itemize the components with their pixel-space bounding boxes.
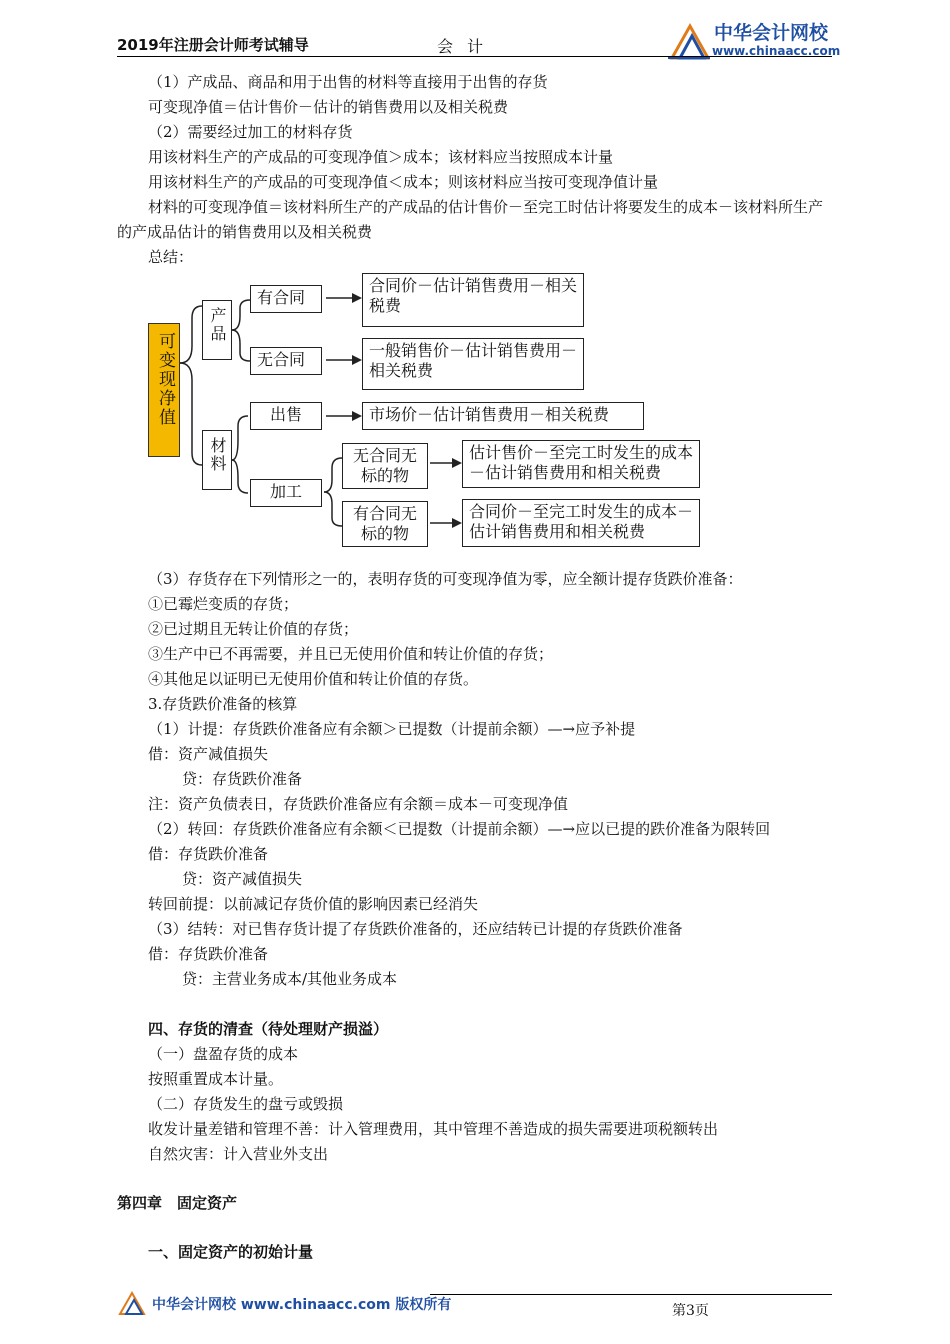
no-contract-box: 无合同 xyxy=(250,347,322,375)
text-line: （2）需要经过加工的材料存货 xyxy=(148,123,353,141)
product-box: 产品 xyxy=(202,300,232,360)
text-line: 贷：存货跌价准备 xyxy=(182,770,303,788)
text-paragraph: 材料的可变现净值＝该材料所生产的产成品的估计售价－至完工时估计将要发生的成本－该材料所生产的产成品估计的销售费用以及相关税费 xyxy=(117,198,824,241)
text-line: 贷：资产减值损失 xyxy=(182,870,303,888)
section-heading: 一、固定资产的初始计量 xyxy=(148,1243,314,1261)
text-line: 转回前提：以前减记存货价值的影响因素已经消失 xyxy=(148,895,479,913)
text-line: （3）存货存在下列情形之一的，表明存货的可变现净值为零，应全额计提存货跌价准备： xyxy=(148,570,743,588)
text-line: （3）结转：对已售存货计提了存货跌价准备的，还应结转已计提的存货跌价准备 xyxy=(148,920,683,938)
text-line: 按照重置成本计量。 xyxy=(148,1070,284,1088)
text-line: （一）盘盈存货的成本 xyxy=(148,1045,299,1063)
sell-box: 出售 xyxy=(250,402,322,430)
formula-box-general-price: 一般销售价－估计销售费用－相关税费 xyxy=(362,338,584,390)
footer-divider xyxy=(430,1294,832,1295)
text-line: ①已霉烂变质的存货； xyxy=(148,595,299,613)
has-contract-box: 有合同 xyxy=(250,285,322,313)
text-line: 贷：主营业务成本/其他业务成本 xyxy=(182,970,398,988)
nrv-summary-diagram xyxy=(140,268,710,548)
text-line: 收发计量差错和管理不善：计入管理费用，其中管理不善造成的损失需要进项税额转出 xyxy=(148,1120,719,1138)
text-line: 自然灾害：计入营业外支出 xyxy=(148,1145,329,1163)
root-box: 可变现净值 xyxy=(148,323,180,457)
chapter-heading: 第四章 固定资产 xyxy=(117,1194,238,1212)
process-box: 加工 xyxy=(250,479,322,507)
footer-logo[interactable] xyxy=(118,1290,452,1320)
header-exam-title: 2019年注册会计师考试辅导 xyxy=(117,36,309,54)
text-line: 借：资产减值损失 xyxy=(148,745,269,763)
text-line: （1）计提：存货跌价准备应有余额＞已提数（计提前余额）—→应予补提 xyxy=(148,720,636,738)
text-line: 注：资产负债表日，存货跌价准备应有余额＝成本－可变现净值 xyxy=(148,795,569,813)
text-line: 借：存货跌价准备 xyxy=(148,945,269,963)
text-line: （1）产成品、商品和用于出售的材料等直接用于出售的存货 xyxy=(148,73,548,91)
text-line: 总结： xyxy=(148,248,194,266)
text-line: 用该材料生产的产成品的可变现净值＞成本；该材料应当按照成本计量 xyxy=(148,148,614,166)
formula-box-contract-cost: 合同价－至完工时发生的成本－估计销售费用和相关税费 xyxy=(462,499,700,547)
page-number: 第3页 xyxy=(672,1303,709,1319)
logo-icon xyxy=(668,20,710,60)
formula-box-estimated-price: 估计售价－至完工时发生的成本－估计销售费用和相关税费 xyxy=(462,440,700,488)
header-brand: 中华会计网校 xyxy=(714,22,829,44)
section-heading: 四、存货的清查（待处理财产损溢） xyxy=(148,1020,389,1038)
material-box: 材料 xyxy=(202,430,232,490)
formula-box-contract-price: 合同价－估计销售费用－相关税费 xyxy=(362,273,584,327)
text-line: （二）存货发生的盘亏或毁损 xyxy=(148,1095,344,1113)
text-line: 3.存货跌价准备的核算 xyxy=(148,695,298,713)
text-line: 借：存货跌价准备 xyxy=(148,845,269,863)
formula-box-market-price: 市场价－估计销售费用－相关税费 xyxy=(362,402,644,430)
text-line: （2）转回：存货跌价准备应有余额＜已提数（计提前余额）—→应以已提的跌价准备为限转回 xyxy=(148,820,771,838)
text-line: 可变现净值＝估计售价－估计的销售费用以及相关税费 xyxy=(148,98,509,116)
text-line: 用该材料生产的产成品的可变现净值＜成本；则该材料应当按可变现净值计量 xyxy=(148,173,659,191)
footer-copyright: 中华会计网校 www.chinaacc.com 版权所有 xyxy=(152,1297,452,1313)
text-line: ③生产中已不再需要，并且已无使用价值和转让价值的存货； xyxy=(148,645,554,663)
header-subject: 会计 xyxy=(437,37,498,56)
no-contract-target-box: 无合同无标的物 xyxy=(342,443,428,489)
header-divider xyxy=(117,56,832,57)
header-url[interactable]: www.chinaacc.com xyxy=(712,44,841,58)
has-contract-target-box: 有合同无标的物 xyxy=(342,501,428,547)
text-line: ④其他足以证明已无使用价值和转让价值的存货。 xyxy=(148,670,479,688)
text-line: ②已过期且无转让价值的存货； xyxy=(148,620,359,638)
footer-logo-icon xyxy=(118,1290,148,1316)
